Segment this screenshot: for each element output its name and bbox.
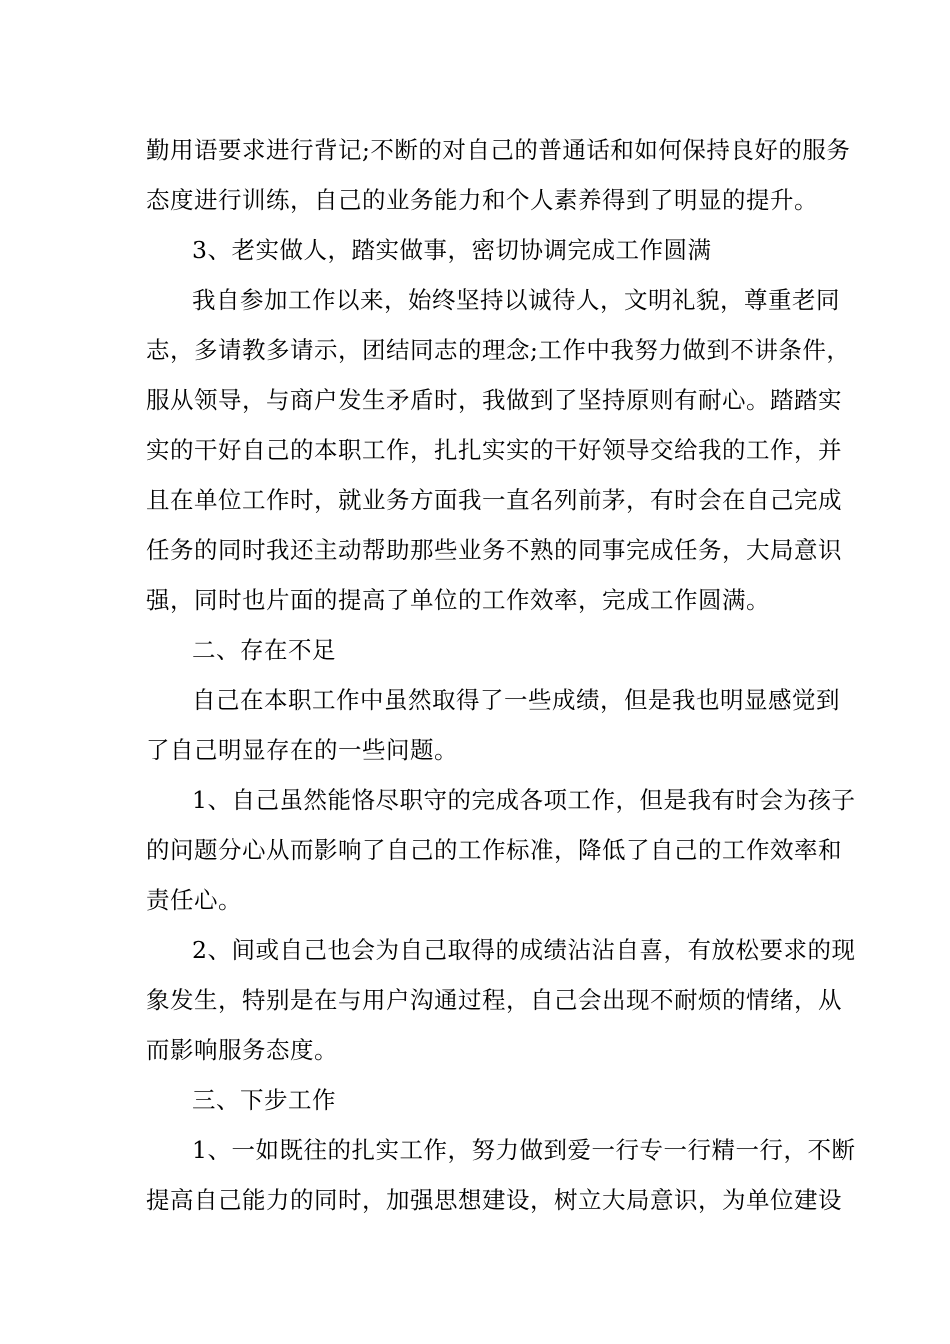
text-line: 了自己明显存在的一些问题。 (146, 736, 458, 764)
paragraph-start: 我自参加工作以来，始终坚持以诚待人，文明礼貌，尊重老同 (192, 286, 840, 314)
text-line: 而影响服务态度。 (146, 1036, 338, 1064)
text-line: 任务的同时我还主动帮助那些业务不熟的同事完成任务，大局意识 (146, 536, 842, 564)
section-heading: 二、存在不足 (192, 636, 336, 664)
section-heading: 三、下步工作 (192, 1086, 336, 1114)
text-line: 强，同时也片面的提高了单位的工作效率，完成工作圆满。 (146, 586, 770, 614)
text-line: 实的干好自己的本职工作，扎扎实实的干好领导交给我的工作，并 (146, 436, 842, 464)
text-line: 的问题分心从而影响了自己的工作标准，降低了自己的工作效率和 (146, 836, 842, 864)
list-item-start: 1、自己虽然能恪尽职守的完成各项工作，但是我有时会为孩子 (192, 786, 856, 814)
text-line: 象发生，特别是在与用户沟通过程，自己会出现不耐烦的情绪，从 (146, 986, 842, 1014)
text-line: 态度进行训练，自己的业务能力和个人素养得到了明显的提升。 (146, 186, 818, 214)
document-body (146, 125, 856, 1225)
list-item-start: 2、间或自己也会为自己取得的成绩沾沾自喜，有放松要求的现 (192, 936, 856, 964)
text-line: 服从领导，与商户发生矛盾时，我做到了坚持原则有耐心。踏踏实 (146, 386, 842, 414)
text-line: 且在单位工作时，就业务方面我一直名列前茅，有时会在自己完成 (146, 486, 842, 514)
text-line: 志，多请教多请示，团结同志的理念;工作中我努力做到不讲条件， (146, 336, 851, 364)
paragraph-start: 自己在本职工作中虽然取得了一些成绩，但是我也明显感觉到 (192, 686, 840, 714)
text-line: 勤用语要求进行背记;不断的对自己的普通话和如何保持良好的服务 (146, 136, 851, 164)
text-line: 提高自己能力的同时，加强思想建设，树立大局意识，为单位建设 (146, 1186, 842, 1214)
section-heading: 3、老实做人，踏实做事，密切协调完成工作圆满 (192, 236, 712, 264)
list-item-start: 1、一如既往的扎实工作，努力做到爱一行专一行精一行，不断 (192, 1136, 856, 1164)
text-line: 责任心。 (146, 886, 242, 914)
